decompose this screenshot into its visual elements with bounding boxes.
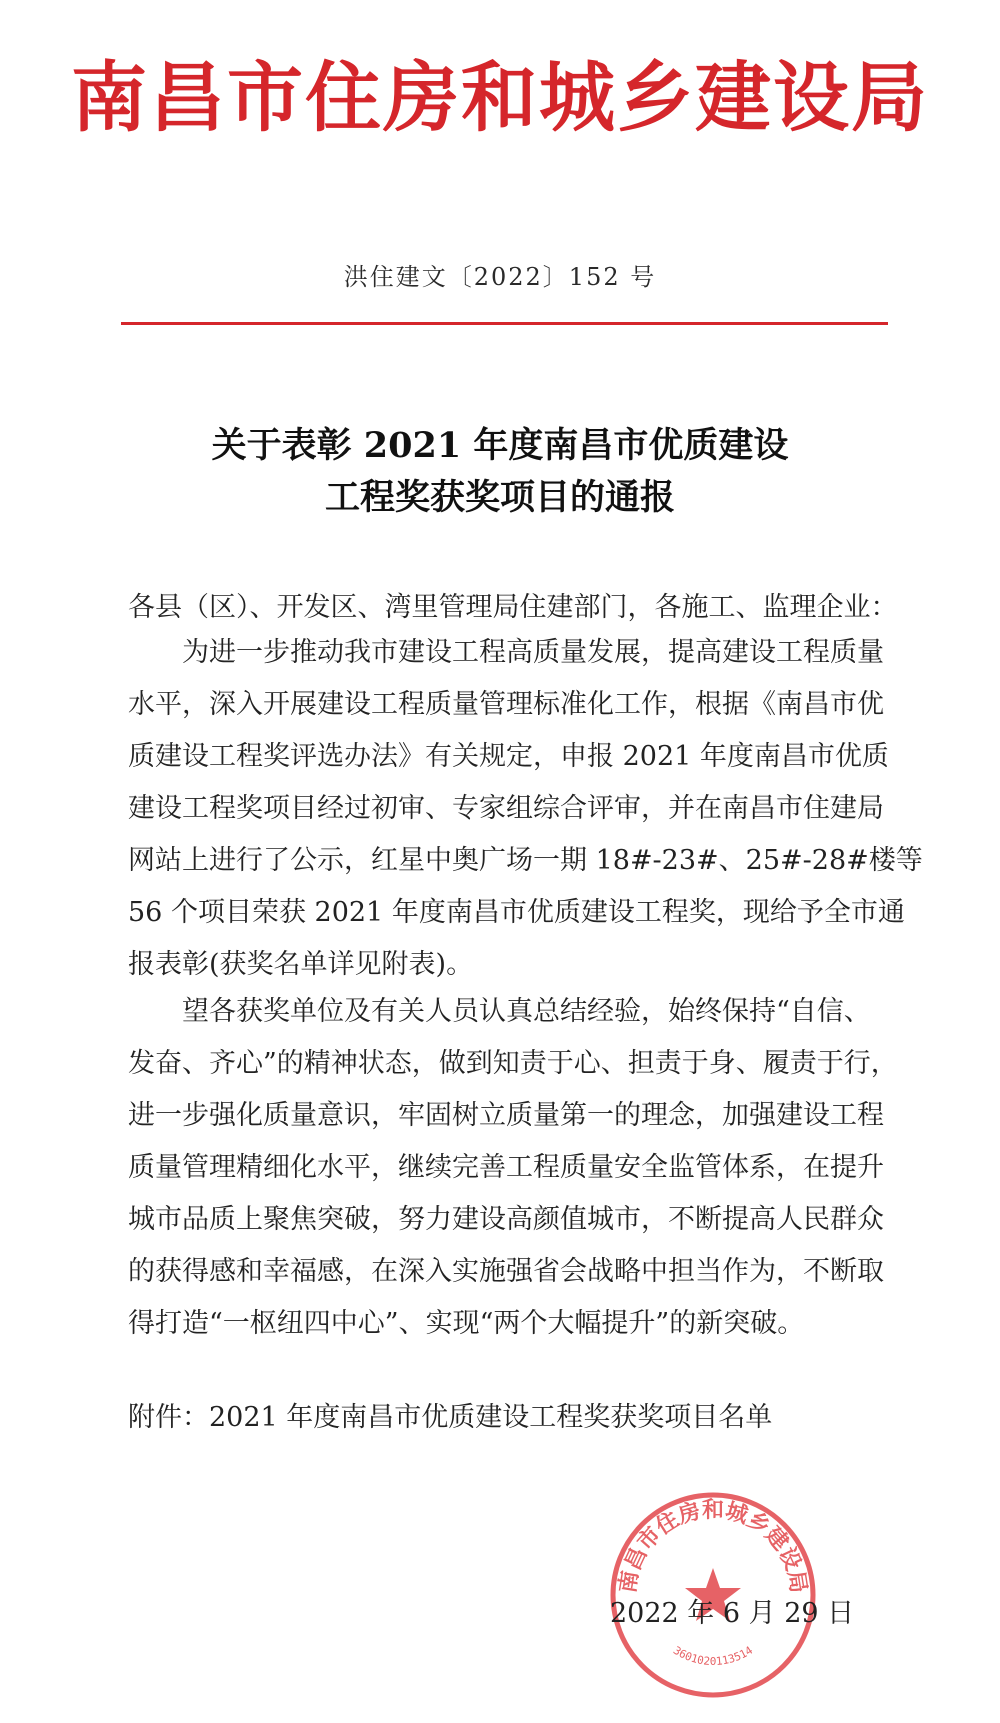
issue-date: 2022 年 6 月 29 日 [610,1598,855,1629]
paragraph-line: 质量管理精细化水平，继续完善工程质量安全监管体系，在提升 [128,1152,884,1183]
seal-text: 南昌市住房和城乡建设局 [615,1498,811,1595]
body-paragraph-1 [128,627,923,991]
title-line-1: 关于表彰 2021 年度南昌市优质建设 [211,425,789,466]
paragraph-line: 质建设工程奖评选办法》有关规定，申报 2021 年度南昌市优质 [128,741,889,772]
paragraph-line: 得打造“一枢纽四中心”、实现“两个大幅提升”的新突破。 [128,1308,805,1339]
title-line-2: 工程奖获奖项目的通报 [324,477,675,518]
document-title [0,420,1000,524]
paragraph-line: 发奋、齐心”的精神状态，做到知责于心、担责于身、履责于行， [128,1048,898,1079]
paragraph-line: 56 个项目荣获 2021 年度南昌市优质建设工程奖，现给予全市通 [128,897,905,928]
paragraph-line: 网站上进行了公示，红星中奥广场一期 18#-23#、25#-28#楼等 [128,845,923,876]
red-divider [121,322,888,325]
document-number: 洪住建文〔2022〕152 号 [343,263,657,291]
paragraph-line: 建设工程奖项目经过初审、专家组综合评审，并在南昌市住建局 [128,793,884,824]
agency-header: 南昌市住房和城乡建设局 [71,53,929,142]
paragraph-line: 报表彰(获奖名单详见附表)。 [128,949,474,980]
attachment-line: 附件：2021 年度南昌市优质建设工程奖获奖项目名单 [128,1402,773,1433]
body-paragraph-2 [128,986,898,1350]
paragraph-line: 城市品质上聚焦突破，努力建设高颜值城市，不断提高人民群众 [128,1204,884,1235]
recipient-line: 各县（区）、开发区、湾里管理局住建部门，各施工、监理企业： [128,592,898,623]
official-seal [608,1490,818,1700]
seal-code: 3601020113514 [670,1643,756,1668]
paragraph-line: 水平，深入开展建设工程质量管理标准化工作，根据《南昌市优 [128,689,884,720]
paragraph-line: 进一步强化质量意识，牢固树立质量第一的理念，加强建设工程 [128,1100,884,1131]
paragraph-line: 为进一步推动我市建设工程高质量发展，提高建设工程质量 [128,637,884,668]
paragraph-line: 的获得感和幸福感，在深入实施强省会战略中担当作为，不断取 [128,1256,884,1287]
paragraph-line: 望各获奖单位及有关人员认真总结经验，始终保持“自信、 [128,996,871,1027]
